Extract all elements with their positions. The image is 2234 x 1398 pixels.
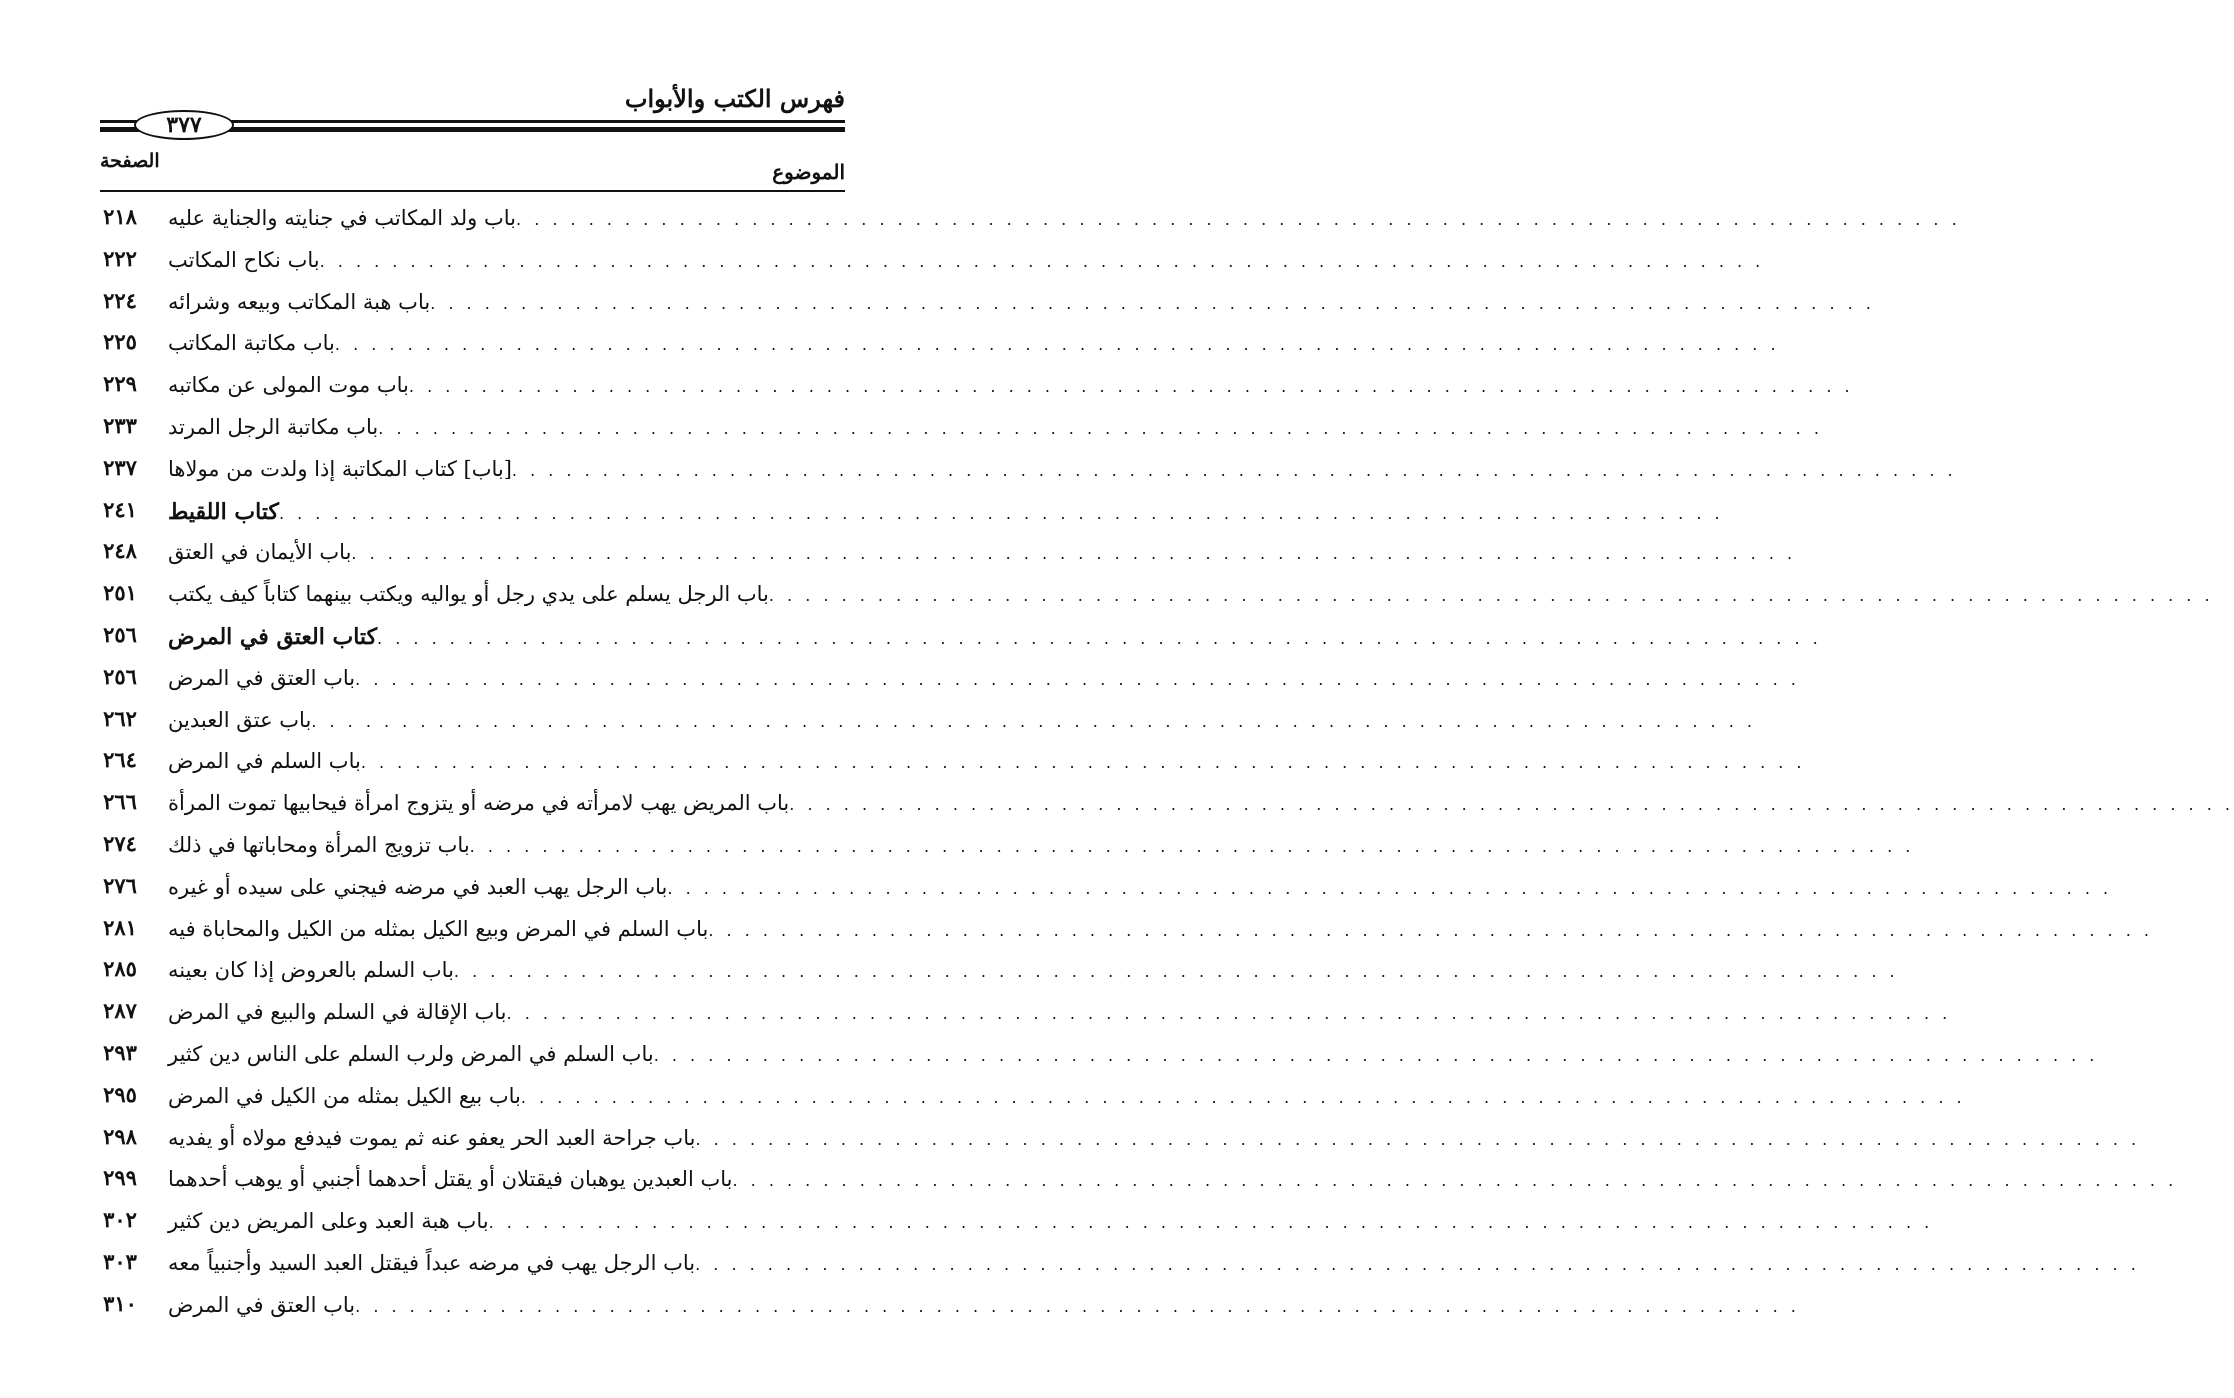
toc-entry-page: ٢٧٤ — [103, 830, 137, 856]
column-header-page: الصفحة — [100, 150, 160, 172]
toc-entry-page: ٢٦٢ — [103, 705, 137, 731]
toc-entry-line — [160, 1292, 1800, 1329]
dot-leader: . . . . . . . . . . . . . . . . . . . . . . . . . . . . . . . . . . . . . . . . . . . . . . . . . . . . . . . . . . . . . . . . . . . . . . . . . . . . . . . . — [377, 628, 1822, 648]
toc-entry-page: ٢٢٤ — [103, 287, 137, 313]
toc-entry-line — [160, 414, 1823, 451]
toc-entry-line — [160, 1041, 2099, 1078]
toc-entry-page: ٢٤١ — [103, 496, 137, 522]
toc-entry-line — [160, 289, 1875, 326]
toc-entry-line — [160, 1250, 2140, 1287]
toc-entry — [0, 660, 1800, 702]
dot-leader: . . . . . . . . . . . . . . . . . . . . . . . . . . . . . . . . . . . . . . . . . . . . . . . . . . . . . . . . . . . . . . . . . . . . . . . . . . . . . . . . — [506, 1004, 1952, 1024]
toc-entry-line — [160, 1000, 1952, 1036]
toc-chapter-title: باب السلم في المرض ولرب السلم على الناس دين كثير — [168, 1041, 654, 1066]
dot-leader: . . . . . . . . . . . . . . . . . . . . . . . . . . . . . . . . . . . . . . . . . . . . . . . . . . . . . . . . . . . . . . . . . . . . . . . . . . . . . . . . — [355, 1296, 1800, 1316]
dot-leader: . . . . . . . . . . . . . . . . . . . . . . . . . . . . . . . . . . . . . . . . . . . . . . . . . . . . . . . . . . . . . . . . . . . . . . . . . . . . . . . . — [334, 335, 1780, 355]
dot-leader: . . . . . . . . . . . . . . . . . . . . . . . . . . . . . . . . . . . . . . . . . . . . . . . . . . . . . . . . . . . . . . . . . . . . . . . . . . . . . . . . — [768, 586, 2214, 606]
toc-entry-page: ٢٣٣ — [103, 412, 137, 438]
toc-entry-page: ٢٩٩ — [103, 1165, 137, 1191]
toc-entry — [0, 284, 1875, 326]
dot-leader: . . . . . . . . . . . . . . . . . . . . . . . . . . . . . . . . . . . . . . . . . . . . . . . . . . . . . . . . . . . . . . . . . . . . . . . . . . . . . . . . — [453, 962, 1899, 982]
toc-chapter-title: باب السلم بالعروض إذا كان بعينه — [168, 958, 454, 983]
toc-entry-line — [160, 498, 1724, 535]
toc-chapter-title: باب مكاتبة المكاتب — [168, 331, 335, 356]
toc-entry-page: ٢٥٦ — [103, 663, 137, 689]
toc-entry-line — [160, 749, 1806, 785]
toc-entry-page: ٣١٠ — [103, 1290, 137, 1316]
column-header-rule — [100, 190, 845, 192]
dot-leader: . . . . . . . . . . . . . . . . . . . . . . . . . . . . . . . . . . . . . . . . . . . . . . . . . . . . . . . . . . . . . . . . . . . . . . . . . . . . . . . . — [732, 1171, 2178, 1191]
toc-entry-line — [160, 916, 2153, 953]
toc-chapter-title: باب الرجل يسلم على يدي رجل أو يواليه ويكتب بينهما كتاباً كيف يكتب — [168, 582, 769, 607]
toc-entry-line — [160, 1083, 1966, 1120]
toc-chapter-title: باب عتق العبدين — [168, 707, 312, 732]
toc-entry-line — [160, 540, 1797, 576]
toc-entry — [0, 200, 1961, 242]
toc-entry-page: ٢٧٦ — [103, 872, 137, 898]
toc-chapter-title: باب مكاتبة الرجل المرتد — [168, 414, 379, 439]
toc-entry-page: ٢٦٤ — [103, 747, 137, 773]
toc-entry-page: ٣٠٣ — [103, 1248, 137, 1274]
toc-chapter-title: باب الرجل يهب العبد في مرضه فيجني على سيده أو غيره — [168, 874, 668, 899]
toc-chapter-title: [باب] كتاب المكاتبة إذا ولدت من مولاها — [168, 456, 512, 481]
dot-leader: . . . . . . . . . . . . . . . . . . . . . . . . . . . . . . . . . . . . . . . . . . . . . . . . . . . . . . . . . . . . . . . . . . . . . . . . . . . . . . . . — [488, 1213, 1934, 1233]
dot-leader: . . . . . . . . . . . . . . . . . . . . . . . . . . . . . . . . . . . . . . . . . . . . . . . . . . . . . . . . . . . . . . . . . . . . . . . . . . . . . . . . — [667, 878, 2113, 898]
toc-chapter-title: باب تزويج المرأة ومحاباتها في ذلك — [168, 832, 470, 857]
toc-entry-line — [160, 456, 1957, 493]
toc-entry-line — [160, 1125, 2141, 1162]
toc-entry — [0, 1287, 1800, 1329]
toc-entry-page: ٢٤٨ — [103, 538, 137, 564]
toc-entry-line — [160, 707, 1756, 744]
toc-entry — [0, 869, 2113, 911]
column-header-topic: الموضوع — [772, 160, 845, 184]
toc-entry-line — [160, 331, 1780, 367]
toc-entry-line — [160, 874, 2113, 911]
toc-entry — [0, 952, 1899, 994]
toc-entry-page: ٢٩٨ — [103, 1123, 137, 1149]
toc-chapter-title: باب الأيمان في العتق — [168, 540, 352, 565]
toc-entry — [0, 1078, 1966, 1120]
toc-entry-page: ٢٣٧ — [103, 454, 137, 480]
dot-leader: . . . . . . . . . . . . . . . . . . . . . . . . . . . . . . . . . . . . . . . . . . . . . . . . . . . . . . . . . . . . . . . . . . . . . . . . . . . . . . . . — [311, 711, 1756, 731]
toc-entry — [0, 534, 1797, 576]
toc-entry-line — [160, 832, 1915, 869]
toc-entry-line — [160, 373, 1854, 409]
toc-chapter-title: باب الرجل يهب في مرضه عبداً فيقتل العبد السيد وأجنبياً معه — [168, 1250, 696, 1275]
toc-entry-page: ٢٢٥ — [103, 329, 137, 355]
toc-entry-page: ٢١٨ — [103, 204, 137, 229]
toc-chapter-title: باب هبة المكاتب وبيعه وشرائه — [168, 289, 431, 314]
toc-entry-line — [160, 1209, 1934, 1245]
toc-chapter-title: باب السلم في المرض وبيع الكيل بمثله من الكيل والمحاباة فيه — [168, 916, 709, 941]
toc-entry — [0, 451, 1957, 493]
running-title: فهرس الكتب والأبواب — [624, 84, 845, 113]
dot-leader: . . . . . . . . . . . . . . . . . . . . . . . . . . . . . . . . . . . . . . . . . . . . . . . . . . . . . . . . . . . . . . . . . . . . . . . . . . . . . . . . — [319, 251, 1765, 271]
dot-leader: . . . . . . . . . . . . . . . . . . . . . . . . . . . . . . . . . . . . . . . . . . . . . . . . . . . . . . . . . . . . . . . . . . . . . . . . . . . . . . . . — [378, 418, 1823, 438]
toc-entry-line — [160, 958, 1899, 994]
toc-chapter-title: باب هبة العبد وعلى المريض دين كثير — [168, 1209, 489, 1234]
toc-entry — [0, 911, 2153, 953]
toc-entry — [0, 702, 1756, 744]
toc-entry — [0, 1245, 2140, 1287]
toc-entry — [0, 994, 1952, 1036]
dot-leader: . . . . . . . . . . . . . . . . . . . . . . . . . . . . . . . . . . . . . . . . . . . . . . . . . . . . . . . . . . . . . . . . . . . . . . . . . . . . . . . . — [511, 460, 1957, 480]
dot-leader: . . . . . . . . . . . . . . . . . . . . . . . . . . . . . . . . . . . . . . . . . . . . . . . . . . . . . . . . . . . . . . . . . . . . . . . . . . . . . . . . — [708, 920, 2153, 940]
dot-leader: . . . . . . . . . . . . . . . . . . . . . . . . . . . . . . . . . . . . . . . . . . . . . . . . . . . . . . . . . . . . . . . . . . . . . . . . . . . . . . . . — [516, 210, 1961, 229]
toc-entry — [0, 1203, 1934, 1245]
dot-leader: . . . . . . . . . . . . . . . . . . . . . . . . . . . . . . . . . . . . . . . . . . . . . . . . . . . . . . . . . . . . . . . . . . . . . . . . . . . . . . . . — [789, 795, 2234, 815]
toc-entry — [0, 743, 1806, 785]
dot-leader: . . . . . . . . . . . . . . . . . . . . . . . . . . . . . . . . . . . . . . . . . . . . . . . . . . . . . . . . . . . . . . . . . . . . . . . . . . . . . . . . — [355, 669, 1800, 689]
toc-chapter-title: باب العتق في المرض — [168, 665, 356, 690]
dot-leader: . . . . . . . . . . . . . . . . . . . . . . . . . . . . . . . . . . . . . . . . . . . . . . . . . . . . . . . . . . . . . . . . . . . . . . . . . . . . . . . . — [653, 1045, 2099, 1065]
toc-chapter-title: باب العتق في المرض — [168, 1292, 356, 1317]
toc-entry — [0, 1036, 2099, 1078]
toc-entry-page: ٢٩٥ — [103, 1081, 137, 1107]
toc-chapter-title: باب ولد المكاتب في جنايته والجناية عليه — [168, 206, 517, 230]
toc-entry — [0, 827, 1915, 869]
toc-entry-page: ٢٢٢ — [103, 245, 137, 271]
dot-leader: . . . . . . . . . . . . . . . . . . . . . . . . . . . . . . . . . . . . . . . . . . . . . . . . . . . . . . . . . . . . . . . . . . . . . . . . . . . . . . . . — [695, 1129, 2141, 1149]
toc-entry-page: ٣٠٢ — [103, 1207, 137, 1233]
toc-chapter-title: باب بيع الكيل بمثله من الكيل في المرض — [168, 1083, 521, 1108]
toc-entry — [0, 1120, 2141, 1162]
toc-entry — [0, 493, 1724, 535]
dot-leader: . . . . . . . . . . . . . . . . . . . . . . . . . . . . . . . . . . . . . . . . . . . . . . . . . . . . . . . . . . . . . . . . . . . . . . . . . . . . . . . . — [278, 503, 1724, 523]
toc-entry — [0, 325, 1780, 367]
toc-book-title: كتاب اللقيط — [168, 498, 279, 525]
page-number: ٣٧٧ — [134, 110, 234, 140]
toc-book-title: كتاب العتق في المرض — [168, 623, 378, 650]
toc-entry-page: ٢٥١ — [103, 580, 137, 606]
dot-leader: . . . . . . . . . . . . . . . . . . . . . . . . . . . . . . . . . . . . . . . . . . . . . . . . . . . . . . . . . . . . . . . . . . . . . . . . . . . . . . . . — [408, 377, 1854, 397]
dot-leader: . . . . . . . . . . . . . . . . . . . . . . . . . . . . . . . . . . . . . . . . . . . . . . . . . . . . . . . . . . . . . . . . . . . . . . . . . . . . . . . . — [520, 1087, 1966, 1107]
toc-entry-page: ٢٨١ — [103, 914, 137, 940]
dot-leader: . . . . . . . . . . . . . . . . . . . . . . . . . . . . . . . . . . . . . . . . . . . . . . . . . . . . . . . . . . . . . . . . . . . . . . . . . . . . . . . . — [469, 836, 1915, 856]
toc-entry-page: ٢٥٦ — [103, 621, 137, 647]
toc-entry-line — [160, 1167, 2178, 1203]
toc-entry-line — [160, 582, 2214, 618]
toc-chapter-title: باب جراحة العبد الحر يعفو عنه ثم يموت فيدفع مولاه أو يفديه — [168, 1125, 696, 1150]
toc-entry — [0, 618, 1822, 660]
toc-entry-page: ٢٨٥ — [103, 956, 137, 982]
toc-entry — [0, 367, 1854, 409]
toc-chapter-title: باب المريض يهب لامرأته في مرضه أو يتزوج امرأة فيحابيها تموت المرأة — [168, 791, 790, 816]
toc-entry-line — [160, 791, 2234, 827]
toc-entry — [0, 242, 1765, 284]
toc-entry-line — [160, 665, 1800, 702]
toc-entry-line — [160, 247, 1765, 284]
toc-entry — [0, 1161, 2178, 1203]
toc-entry-page: ٢٢٩ — [103, 371, 137, 397]
toc-entry-page: ٢٦٦ — [103, 789, 137, 815]
header-rule — [100, 108, 845, 140]
toc-chapter-title: باب موت المولى عن مكاتبه — [168, 373, 409, 398]
toc-entry-page: ٢٩٣ — [103, 1039, 137, 1065]
toc-entry — [0, 409, 1823, 451]
toc-chapter-title: باب نكاح المكاتب — [168, 247, 320, 272]
toc-entry-page: ٢٨٧ — [103, 998, 137, 1024]
toc-chapter-title: باب السلم في المرض — [168, 749, 361, 774]
dot-leader: . . . . . . . . . . . . . . . . . . . . . . . . . . . . . . . . . . . . . . . . . . . . . . . . . . . . . . . . . . . . . . . . . . . . . . . . . . . . . . . . — [695, 1254, 2140, 1274]
toc-entry-line — [160, 206, 1961, 242]
dot-leader: . . . . . . . . . . . . . . . . . . . . . . . . . . . . . . . . . . . . . . . . . . . . . . . . . . . . . . . . . . . . . . . . . . . . . . . . . . . . . . . . — [430, 293, 1875, 313]
toc-entry-line — [160, 623, 1822, 660]
toc-chapter-title: باب الإقالة في السلم والبيع في المرض — [168, 1000, 507, 1025]
toc-chapter-title: باب العبدين يوهبان فيقتلان أو يقتل أحدهما أجنبي أو يوهب أحدهما — [168, 1167, 733, 1192]
dot-leader: . . . . . . . . . . . . . . . . . . . . . . . . . . . . . . . . . . . . . . . . . . . . . . . . . . . . . . . . . . . . . . . . . . . . . . . . . . . . . . . . — [360, 753, 1806, 773]
toc-entry — [0, 576, 2214, 618]
dot-leader: . . . . . . . . . . . . . . . . . . . . . . . . . . . . . . . . . . . . . . . . . . . . . . . . . . . . . . . . . . . . . . . . . . . . . . . . . . . . . . . . — [351, 544, 1797, 564]
toc-entry — [0, 785, 2234, 827]
toc-list — [0, 200, 2234, 1329]
